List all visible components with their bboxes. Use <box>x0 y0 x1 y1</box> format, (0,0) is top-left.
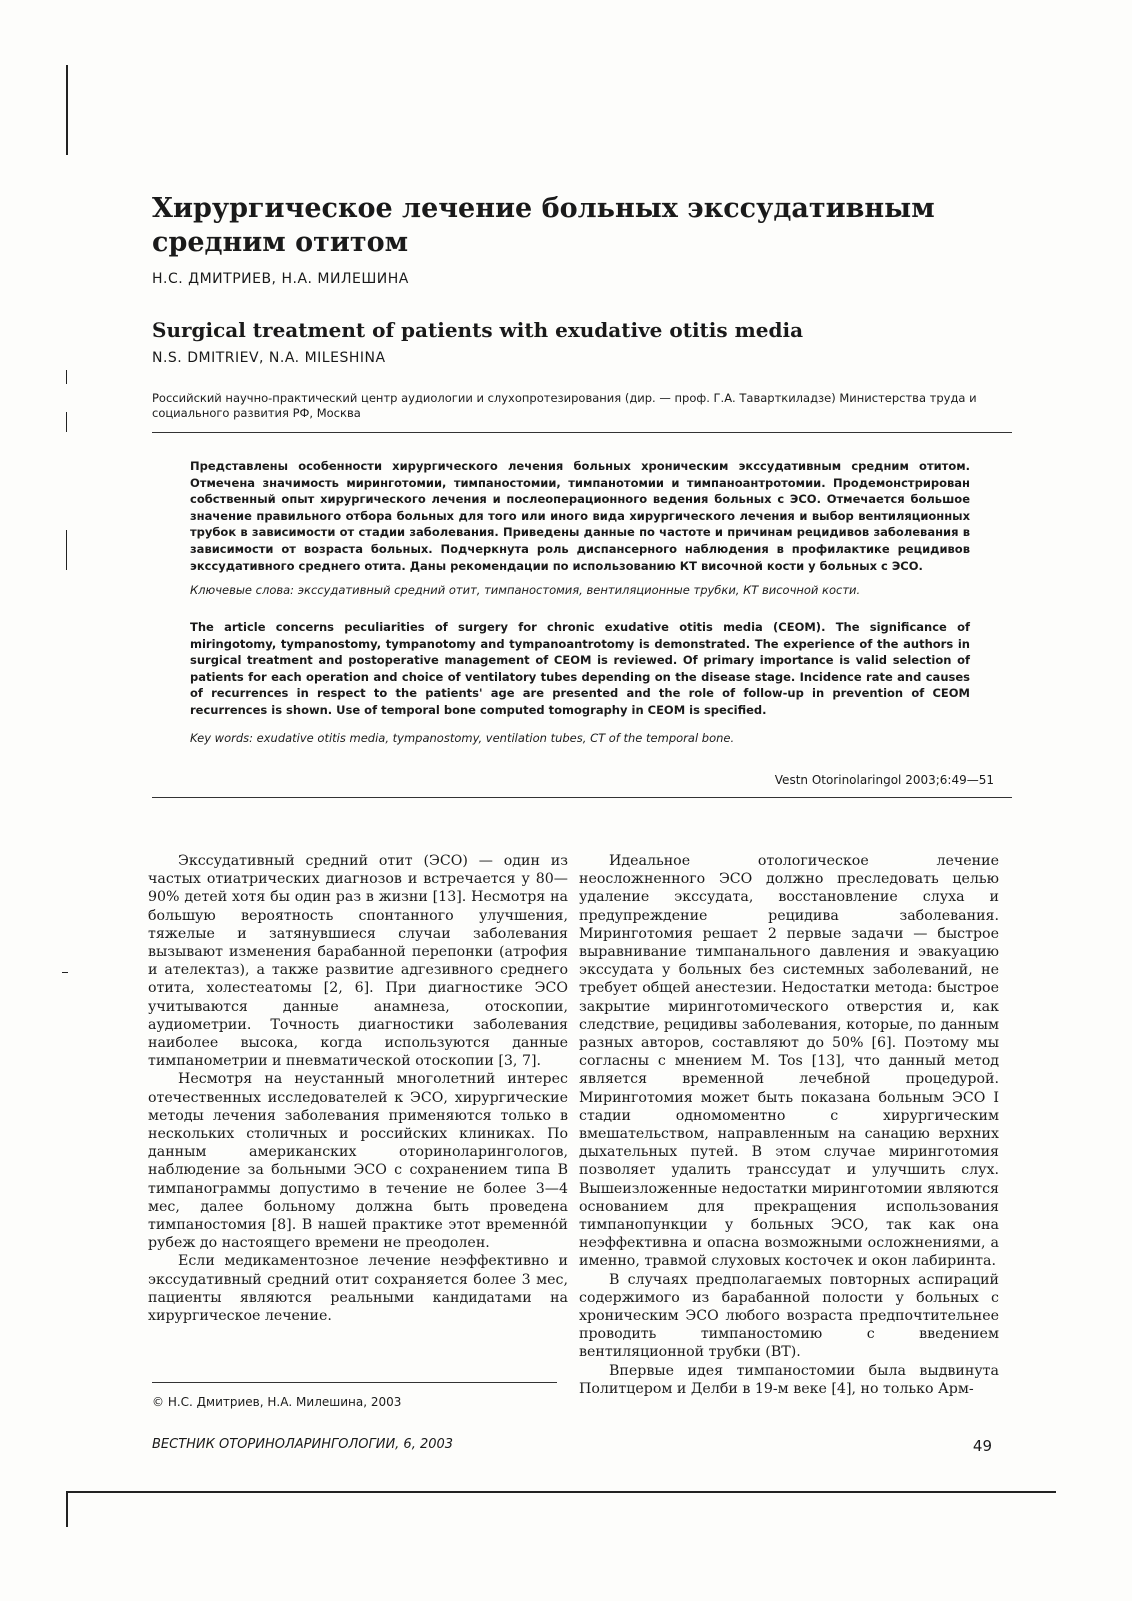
paragraph: Если медикаментозное лечение неэффективно и экссудативный средний отит сохраняется более 3 мес, пациенты являются реальными кандидатами на хирургическое лечение. <box>148 1253 568 1325</box>
paragraph: Несмотря на неустанный многолетний интерес отечественных исследователей к ЭСО, хирургические методы лечения заболевания применяются только в нескольких столичных и российских клиниках. По данным американских оториноларингологов, наблюдение за больными ЭСО с сохранением типа В тимпанограммы допустимо в течение не более 3—4 мес, далее больному должна быть проведена тимпаностомия [8]. В нашей практике этот временно́й рубеж до настоящего времени не преодолен. <box>148 1071 568 1252</box>
paragraph: Впервые идея тимпаностомии была выдвинута Политцером и Делби в 19-м веке [4], но только Арм- <box>579 1362 999 1397</box>
authors-en: N.S. DMITRIEV, N.A. MILESHINA <box>152 350 386 366</box>
paragraph: В случаях предполагаемых повторных аспираций содержимого из барабанной полости у больных с хроническим ЭСО любого возраста предпочтительнее проводить тимпаностомию с введением вентиляционной трубки (ВТ). <box>579 1271 999 1361</box>
scan-margin-line <box>66 65 68 155</box>
scan-bottom-border <box>66 1491 1056 1493</box>
authors-ru: Н.С. ДМИТРИЕВ, Н.А. МИЛЕШИНА <box>152 271 409 287</box>
left-column <box>148 852 568 1325</box>
copyright-note: © Н.С. Дмитриев, Н.А. Милешина, 2003 <box>152 1395 402 1409</box>
article-title-en: Surgical treatment of patients with exudative otitis media <box>152 318 804 342</box>
keywords-ru: Ключевые слова: экссудативный средний отит, тимпаностомия, вентиляционные трубки, КТ височной кости. <box>190 583 861 597</box>
footnote-rule <box>152 1382 557 1383</box>
right-column <box>579 852 999 1398</box>
page-number: 49 <box>972 1437 992 1455</box>
citation: Vestn Otorinolaringol 2003;6:49—51 <box>774 773 994 787</box>
abstract-en: The article concerns peculiarities of surgery for chronic exudative otitis media (CEOM). The significance of miringotomy, tympanostomy, tympanotomy and tympanoantrotomy is demonstrated. The experience of the authors in surgical treatment and postoperative management of CEOM is reviewed. Of primary importance is valid selection of patients for each operation and choice of ventilatory tubes depending on the disease stage. Incidence rate and causes of recurrences in respect to the patients' age are presented and the role of follow-up in prevention of CEOM recurrences is shown. Use of temporal bone computed tomography in CEOM is specified. <box>190 620 970 717</box>
divider-bottom <box>152 797 1012 798</box>
divider-top <box>152 432 1012 433</box>
abstract-ru: Представлены особенности хирургического лечения больных хроническим экссудативным средним отитом. Отмечена значимость мирингoтомии, тимпаностомии, тимпанотомии и тимпаноантротомии. Продемонстрирован собственный опыт хирургического лечения и послеоперационного ведения больных с ЭСО. Отмечается большое значение правильного отбора больных для того или иного вида хирургического лечения и выбор вентиляционных трубок в зависимости от стадии заболевания. Приведены данные по частоте и причинам рецидивов заболевания в зависимости от возраста больных. Подчеркнута роль диспансерного наблюдения в профилактике рецидивов экссудативного среднего отита. Даны рекомендации по использованию КТ височной кости у больных с ЭСО. <box>190 459 970 573</box>
scan-margin-line <box>66 412 67 432</box>
scan-margin-line <box>66 530 67 570</box>
scan-margin-mark <box>62 972 68 973</box>
keywords-en: Key words: exudative otitis media, tympanostomy, ventilation tubes, CT of the temporal bone. <box>190 731 735 745</box>
paragraph: Экссудативный средний отит (ЭСО) — один из частых отиатрических диагнозов и встречается у 80—90% детей хотя бы один раз в жизни [13]. Несмотря на большую вероятность спонтанного улучшения, тяжелые и затянувшиеся случаи заболевания вызывают изменения барабанной перепонки (атрофия и ателектаз), а также развитие адгезивного среднего отита, холестеатомы [2, 6]. При диагностике ЭСО учитываются данные анамнеза, отоскопии, аудиометрии. Точность диагностики заболевания наиболее высока, когда используются данные тимпанометрии и пневматической отоскопии [3, 7]. <box>148 853 568 1070</box>
scan-bottom-border-left <box>66 1491 68 1527</box>
journal-footer: ВЕСТНИК ОТОРИНОЛАРИНГОЛОГИИ, 6, 2003 <box>152 1437 454 1452</box>
article-title-ru: Хирургическое лечение больных экссудативным средним отитом <box>152 193 935 258</box>
paragraph: Идеальное отологическое лечение неосложненного ЭСО должно преследовать целью удаление экссудата, восстановление слуха и предупреждение рецидива заболевания. Миринготомия решает 2 первые задачи — быстрое выравнивание тимпанального давления и эвакуацию экссудата у больных без системных заболеваний, не требует общей анестезии. Недостатки метода: быстрое закрытие миринготомического отверстия и, как следствие, рецидивы заболевания, которые, по данным разных авторов, составляют до 50% [6]. Поэтому мы согласны с мнением M. Tos [13], что данный метод является временной лечебной процедурой. Миринготомия может быть показана больным ЭСО I стадии одномоментно с хирургическим вмешательством, направленным на санацию верхних дыхательных путей. В этом случае миринготомия позволяет удалить транссудат и улучшить слух. Вышеизложенные недостатки миринготомии являются основанием для прекращения использования тимпанопункции у больных ЭСО, так как она неэффективна и опасна возможными осложнениями, а именно, травмой слуховых косточек и окон лабиринта. <box>579 853 999 1270</box>
scan-margin-line <box>66 370 67 384</box>
affiliation: Российский научно-практический центр аудиологии и слухопротезирования (дир. — проф. Г.А. Таварткиладзе) Министерства труда и социального развития РФ, Москва <box>152 391 977 420</box>
